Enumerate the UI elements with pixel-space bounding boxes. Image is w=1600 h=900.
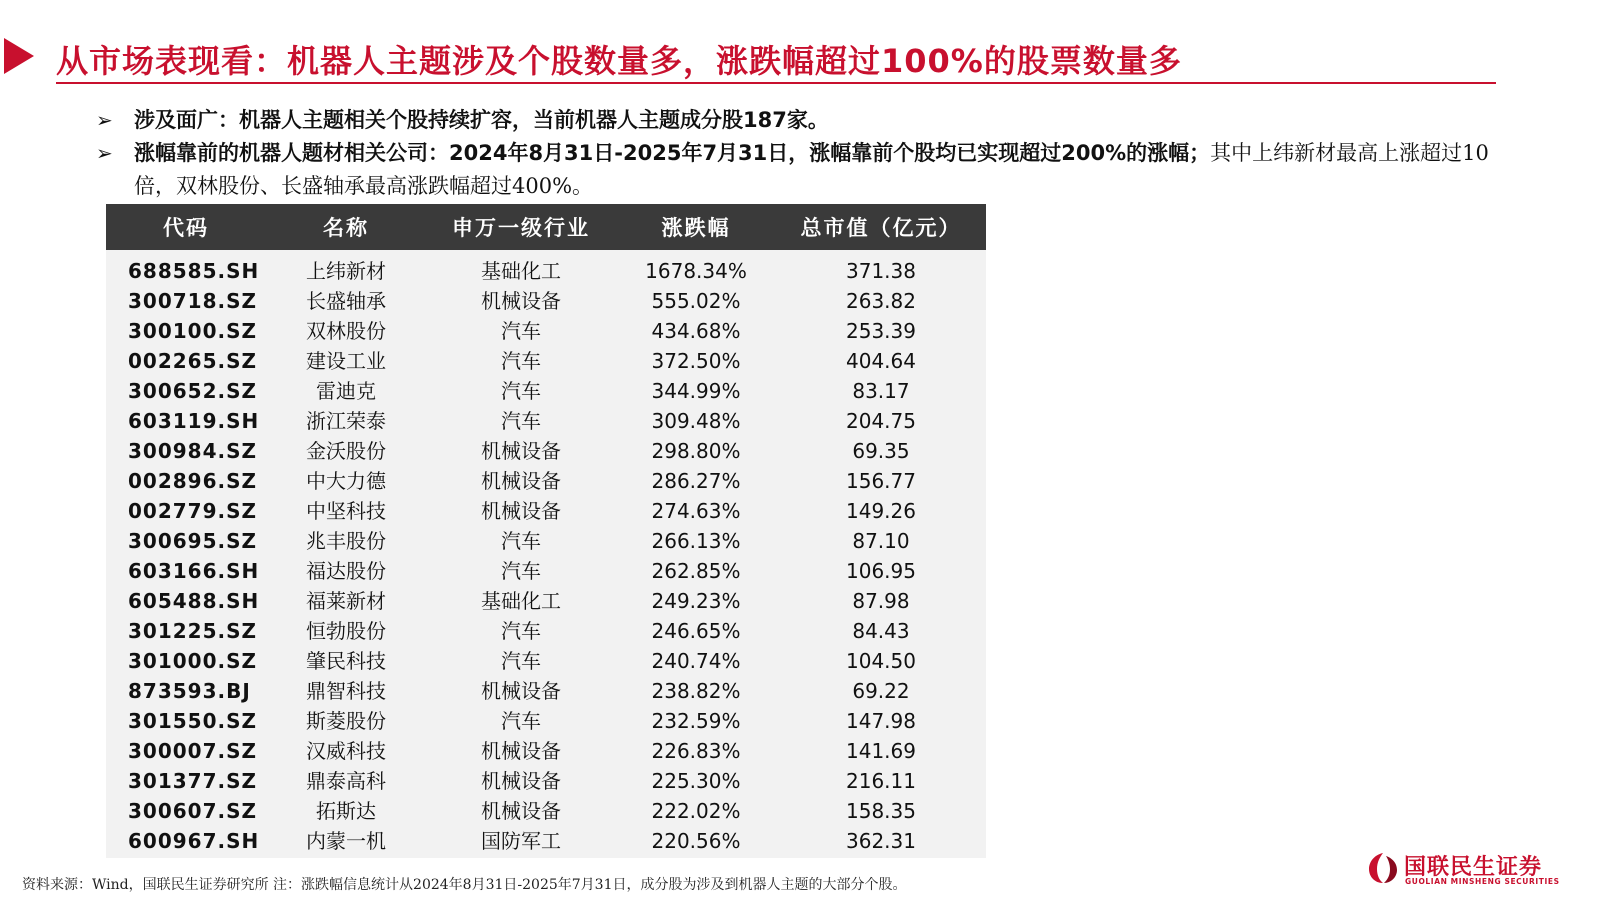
cell-code: 002779.SZ: [106, 496, 266, 526]
cell-change: 266.13%: [616, 526, 776, 556]
page-title: 从市场表现看：机器人主题涉及个股数量多，涨跌幅超过100%的股票数量多: [56, 42, 1182, 80]
source-note: 资料来源：Wind，国联民生证券研究所 注：涨跌幅信息统计从2024年8月31日-2025年7月31日，成分股为涉及到机器人主题的大部分个股。: [22, 877, 907, 893]
cell-code: 002265.SZ: [106, 346, 266, 376]
cell-industry: 机械设备: [426, 436, 616, 466]
cell-industry: 机械设备: [426, 286, 616, 316]
cell-market-cap: 87.98: [776, 586, 986, 616]
table-row: [106, 526, 986, 556]
bullet-bold-text: 涨幅靠前的机器人题材相关公司：2024年8月31日-2025年7月31日，涨幅靠前个股均已实现超过200%的涨幅；: [134, 141, 1211, 165]
cell-industry: 汽车: [426, 406, 616, 436]
table-row: [106, 646, 986, 676]
table-row: [106, 496, 986, 526]
table-row: [106, 250, 986, 286]
cell-code: 002896.SZ: [106, 466, 266, 496]
header-change: 涨跌幅: [616, 204, 776, 250]
table-row: [106, 376, 986, 406]
logo-mark-icon: [1368, 852, 1398, 884]
cell-name: 中大力德: [266, 466, 426, 496]
cell-change: 298.80%: [616, 436, 776, 466]
cell-industry: 汽车: [426, 706, 616, 736]
cell-name: 福莱新材: [266, 586, 426, 616]
header-industry: 申万一级行业: [426, 204, 616, 250]
table-row: [106, 556, 986, 586]
cell-code: 603119.SH: [106, 406, 266, 436]
cell-code: 300607.SZ: [106, 796, 266, 826]
cell-market-cap: 204.75: [776, 406, 986, 436]
cell-market-cap: 87.10: [776, 526, 986, 556]
cell-change: 246.65%: [616, 616, 776, 646]
table-row: [106, 706, 986, 736]
cell-name: 肇民科技: [266, 646, 426, 676]
cell-industry: 机械设备: [426, 766, 616, 796]
cell-code: 300718.SZ: [106, 286, 266, 316]
table-row: [106, 826, 986, 858]
cell-market-cap: 158.35: [776, 796, 986, 826]
cell-change: 344.99%: [616, 376, 776, 406]
logo-text: 国联民生证券: [1404, 855, 1543, 880]
cell-industry: 机械设备: [426, 466, 616, 496]
cell-market-cap: 404.64: [776, 346, 986, 376]
table-row: [106, 766, 986, 796]
cell-code: 300007.SZ: [106, 736, 266, 766]
cell-market-cap: 104.50: [776, 646, 986, 676]
cell-industry: 汽车: [426, 316, 616, 346]
title-bar: [0, 30, 1600, 82]
cell-name: 斯菱股份: [266, 706, 426, 736]
cell-code: 600967.SH: [106, 826, 266, 858]
cell-industry: 汽车: [426, 376, 616, 406]
table-header-row: [106, 204, 986, 250]
cell-market-cap: 362.31: [776, 826, 986, 858]
cell-name: 内蒙一机: [266, 826, 426, 858]
cell-name: 上纬新材: [266, 250, 426, 286]
cell-industry: 基础化工: [426, 250, 616, 286]
cell-industry: 机械设备: [426, 736, 616, 766]
table-row: [106, 436, 986, 466]
cell-change: 434.68%: [616, 316, 776, 346]
cell-market-cap: 149.26: [776, 496, 986, 526]
table-row: [106, 676, 986, 706]
cell-market-cap: 216.11: [776, 766, 986, 796]
cell-market-cap: 263.82: [776, 286, 986, 316]
cell-change: 249.23%: [616, 586, 776, 616]
table-row: [106, 346, 986, 376]
table-row: [106, 586, 986, 616]
bullet-item: [96, 137, 1516, 203]
cell-change: 222.02%: [616, 796, 776, 826]
cell-name: 鼎智科技: [266, 676, 426, 706]
cell-change: 238.82%: [616, 676, 776, 706]
cell-code: 301000.SZ: [106, 646, 266, 676]
bullet-text: 其中上纬新材最高上涨超过10倍，双林股份、长盛轴承最高涨跌幅超过400%。: [134, 141, 1489, 198]
cell-code: 300100.SZ: [106, 316, 266, 346]
cell-name: 鼎泰高科: [266, 766, 426, 796]
cell-code: 605488.SH: [106, 586, 266, 616]
cell-name: 建设工业: [266, 346, 426, 376]
cell-change: 372.50%: [616, 346, 776, 376]
cell-industry: 机械设备: [426, 796, 616, 826]
cell-change: 1678.34%: [616, 250, 776, 286]
cell-change: 309.48%: [616, 406, 776, 436]
header-market-cap: 总市值（亿元）: [776, 204, 986, 250]
cell-name: 长盛轴承: [266, 286, 426, 316]
cell-name: 汉威科技: [266, 736, 426, 766]
cell-change: 262.85%: [616, 556, 776, 586]
cell-industry: 汽车: [426, 646, 616, 676]
cell-change: 220.56%: [616, 826, 776, 858]
logo-subtext: GUOLIAN MINSHENG SECURITIES: [1405, 877, 1560, 886]
cell-industry: 基础化工: [426, 586, 616, 616]
cell-market-cap: 83.17: [776, 376, 986, 406]
cell-industry: 国防军工: [426, 826, 616, 858]
cell-market-cap: 147.98: [776, 706, 986, 736]
cell-industry: 汽车: [426, 616, 616, 646]
cell-name: 福达股份: [266, 556, 426, 586]
table-row: [106, 616, 986, 646]
stock-table: [106, 204, 986, 858]
table-row: [106, 796, 986, 826]
cell-market-cap: 69.35: [776, 436, 986, 466]
cell-name: 浙江荣泰: [266, 406, 426, 436]
table-row: [106, 316, 986, 346]
cell-change: 274.63%: [616, 496, 776, 526]
cell-name: 金沃股份: [266, 436, 426, 466]
cell-market-cap: 69.22: [776, 676, 986, 706]
cell-market-cap: 156.77: [776, 466, 986, 496]
title-divider: [56, 82, 1496, 84]
cell-name: 拓斯达: [266, 796, 426, 826]
cell-market-cap: 253.39: [776, 316, 986, 346]
cell-code: 603166.SH: [106, 556, 266, 586]
cell-code: 873593.BJ: [106, 676, 266, 706]
cell-name: 中坚科技: [266, 496, 426, 526]
cell-industry: 机械设备: [426, 676, 616, 706]
bullet-bold-text: 涉及面广：机器人主题相关个股持续扩容，当前机器人主题成分股187家。: [134, 108, 829, 132]
cell-market-cap: 84.43: [776, 616, 986, 646]
cell-code: 301377.SZ: [106, 766, 266, 796]
cell-change: 225.30%: [616, 766, 776, 796]
table-row: [106, 286, 986, 316]
bullet-item: [96, 104, 1516, 137]
cell-market-cap: 141.69: [776, 736, 986, 766]
cell-change: 226.83%: [616, 736, 776, 766]
cell-code: 301225.SZ: [106, 616, 266, 646]
cell-code: 300695.SZ: [106, 526, 266, 556]
cell-change: 555.02%: [616, 286, 776, 316]
table-row: [106, 736, 986, 766]
cell-change: 286.27%: [616, 466, 776, 496]
cell-code: 688585.SH: [106, 250, 266, 286]
cell-market-cap: 371.38: [776, 250, 986, 286]
cell-industry: 汽车: [426, 556, 616, 586]
arrow-bullet-icon: ➢: [96, 108, 113, 132]
arrow-bullet-icon: ➢: [96, 141, 113, 165]
cell-market-cap: 106.95: [776, 556, 986, 586]
company-logo: [1368, 850, 1568, 890]
cell-change: 232.59%: [616, 706, 776, 736]
cell-name: 双林股份: [266, 316, 426, 346]
cell-code: 300652.SZ: [106, 376, 266, 406]
cell-industry: 汽车: [426, 346, 616, 376]
header-code: 代码: [106, 204, 266, 250]
title-triangle-icon: [4, 38, 34, 74]
cell-change: 240.74%: [616, 646, 776, 676]
cell-industry: 机械设备: [426, 496, 616, 526]
cell-name: 兆丰股份: [266, 526, 426, 556]
header-name: 名称: [266, 204, 426, 250]
cell-name: 恒勃股份: [266, 616, 426, 646]
bullet-list: [96, 104, 1516, 203]
cell-code: 300984.SZ: [106, 436, 266, 466]
cell-industry: 汽车: [426, 526, 616, 556]
table-row: [106, 466, 986, 496]
cell-name: 雷迪克: [266, 376, 426, 406]
table-row: [106, 406, 986, 436]
cell-code: 301550.SZ: [106, 706, 266, 736]
